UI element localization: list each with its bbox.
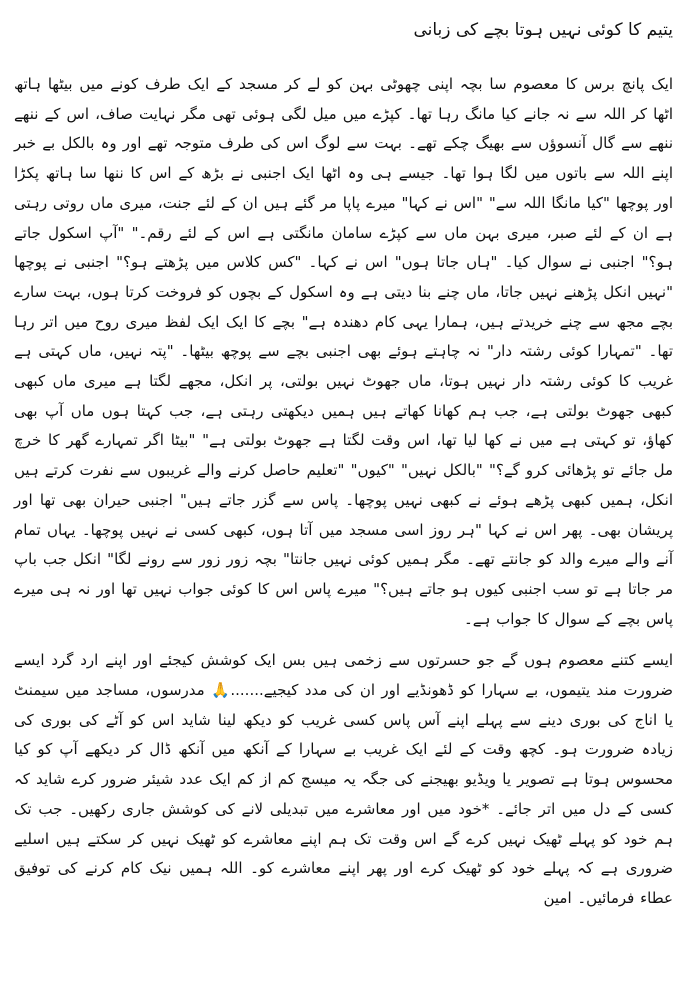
appeal-paragraph: ایسے کتنے معصوم ہوں گے جو حسرتوں سے زخمی ہیں بس ایک کوشش کیجئے اور اپنے ارد گرد ایسے ضرورت مند یتیموں، بے سہارا کو ڈھونڈیے اور ان کی مدد کیجیے.......🙏 مدرسوں، مساجد میں سیمنٹ یا اناج کی بوری دینے سے پہلے اپنے آس پاس کسی غریب کو دیکھ لینا شاید اس کو آٹے کی بوری کی زیادہ ضرورت ہو۔ کچھ وقت کے لئے ایک غریب بے سہارا کے آنکھ میں آنکھ ڈال کر دیکھے آپ کو کیا محسوس ہوتا ہے تصویر یا ویڈیو بھیجنے کی جگہ یہ میسج کم از کم ایک عدد شیئر ضرور کرے شاید کہ کسی کے دل میں اتر جائے۔ *خود میں اور معاشرے میں تبدیلی لانے کی کوشش جاری رکھیں۔ جب تک ہم خود کو پہلے ٹھیک نہیں کرے گے اس وقت تک ہم اپنے معاشرے کو ٹھیک نہیں کر سکتے ہیں اسلیے ضروری ہے کہ پہلے خود کو ٹھیک کرے اور پھر اپنے معاشرے کو۔ اللہ ہمیں نیک کام کرنے کی توفیق عطاء فرمائیں۔ امین — [14, 651, 673, 907]
story-paragraph: ایک پانچ برس کا معصوم سا بچہ اپنی چھوٹی بہن کو لے کر مسجد کے ایک طرف کونے میں بیٹھا ہاتھ اٹھا کر اللہ سے نہ جانے کیا مانگ رہا تھا۔ کپڑے میں میل لگی ہوئی تھی مگر نہایت صاف، اس کے ننھے ننھے سے گال آنسوؤں سے بھیگ چکے تھے۔ بہت سے لوگ اس کی طرف متوجہ تھے اور وہ بالکل بے خبر اپنے اللہ سے باتوں میں لگا ہوا تھا۔ جیسے ہی وہ اٹھا ایک اجنبی نے بڑھ کے اس کا ننھا سا ہاتھ پکڑا اور پوچھا "کیا مانگا اللہ سے" "اس نے کہا" میرے پاپا مر گئے ہیں ان کے لئے جنت، میری ماں روتی رہتی ہے ان کے لئے صبر، میری بہن ماں سے کپڑے سامان مانگتی ہے اس کے لئے رقم۔" "آپ اسکول جاتے ہو؟" اجنبی نے سوال کیا۔ "ہاں جاتا ہوں" اس نے کہا۔ "کس کلاس میں پڑھتے ہو؟" اجنبی نے پوچھا "نہیں انکل پڑھنے نہیں جاتا، ماں چنے بنا دیتی ہے وہ اسکول کے بچوں کو فروخت کرتا ہوں، بہت سارے بچے مجھ سے چنے خریدتے ہیں، ہمارا یہی کام دھندہ ہے" بچے کا ایک ایک لفظ میری روح میں اتر رہا تھا۔ "تمہارا کوئی رشتہ دار" نہ چاہتے ہوئے بھی اجنبی بچے سے پوچھ بیٹھا۔ "پتہ نہیں، ماں کہتی ہے غریب کا کوئی رشتہ دار نہیں ہوتا، ماں جھوٹ نہیں بولتی، پر انکل، مجھے لگتا ہے میری ماں کبھی کبھی جھوٹ بولتی ہے، جب ہم کھانا کھاتے ہیں ہمیں دیکھتی رہتی ہے، جب کہتا ہوں ماں آپ بھی کھاؤ، تو کہتی ہے میں نے کھا لیا تھا، اس وقت لگتا ہے جھوٹ بولتی ہے" "بیٹا اگر تمہارے گھر کا خرچ مل جائے تو پڑھائی کرو گے؟" "بالکل نہیں" "کیوں" "تعلیم حاصل کرنے والے غریبوں سے نفرت کرتے ہیں انکل، ہمیں کبھی پڑھے ہوئے نے کبھی نہیں پوچھا۔ پاس سے گزر جاتے ہیں" اجنبی حیران بھی تھا اور پریشان بھی۔ پھر اس نے کہا "ہر روز اسی مسجد میں آتا ہوں، کبھی کسی نے نہیں پوچھا۔ یہاں تمام آنے والے میرے والد کو جانتے تھے۔ مگر ہمیں کوئی نہیں جانتا" بچہ زور زور سے رونے لگا" انکل جب باپ مر جاتا ہے تو سب اجنبی کیوں ہو جاتے ہیں؟" میرے پاس اس کا کوئی جواب نہیں تھا اور نہ ہی میرے پاس بچے کے سوال کا جواب ہے۔ — [14, 75, 673, 628]
page-title: یتیم کا کوئی نہیں ہوتا بچے کی زبانی — [413, 20, 673, 40]
